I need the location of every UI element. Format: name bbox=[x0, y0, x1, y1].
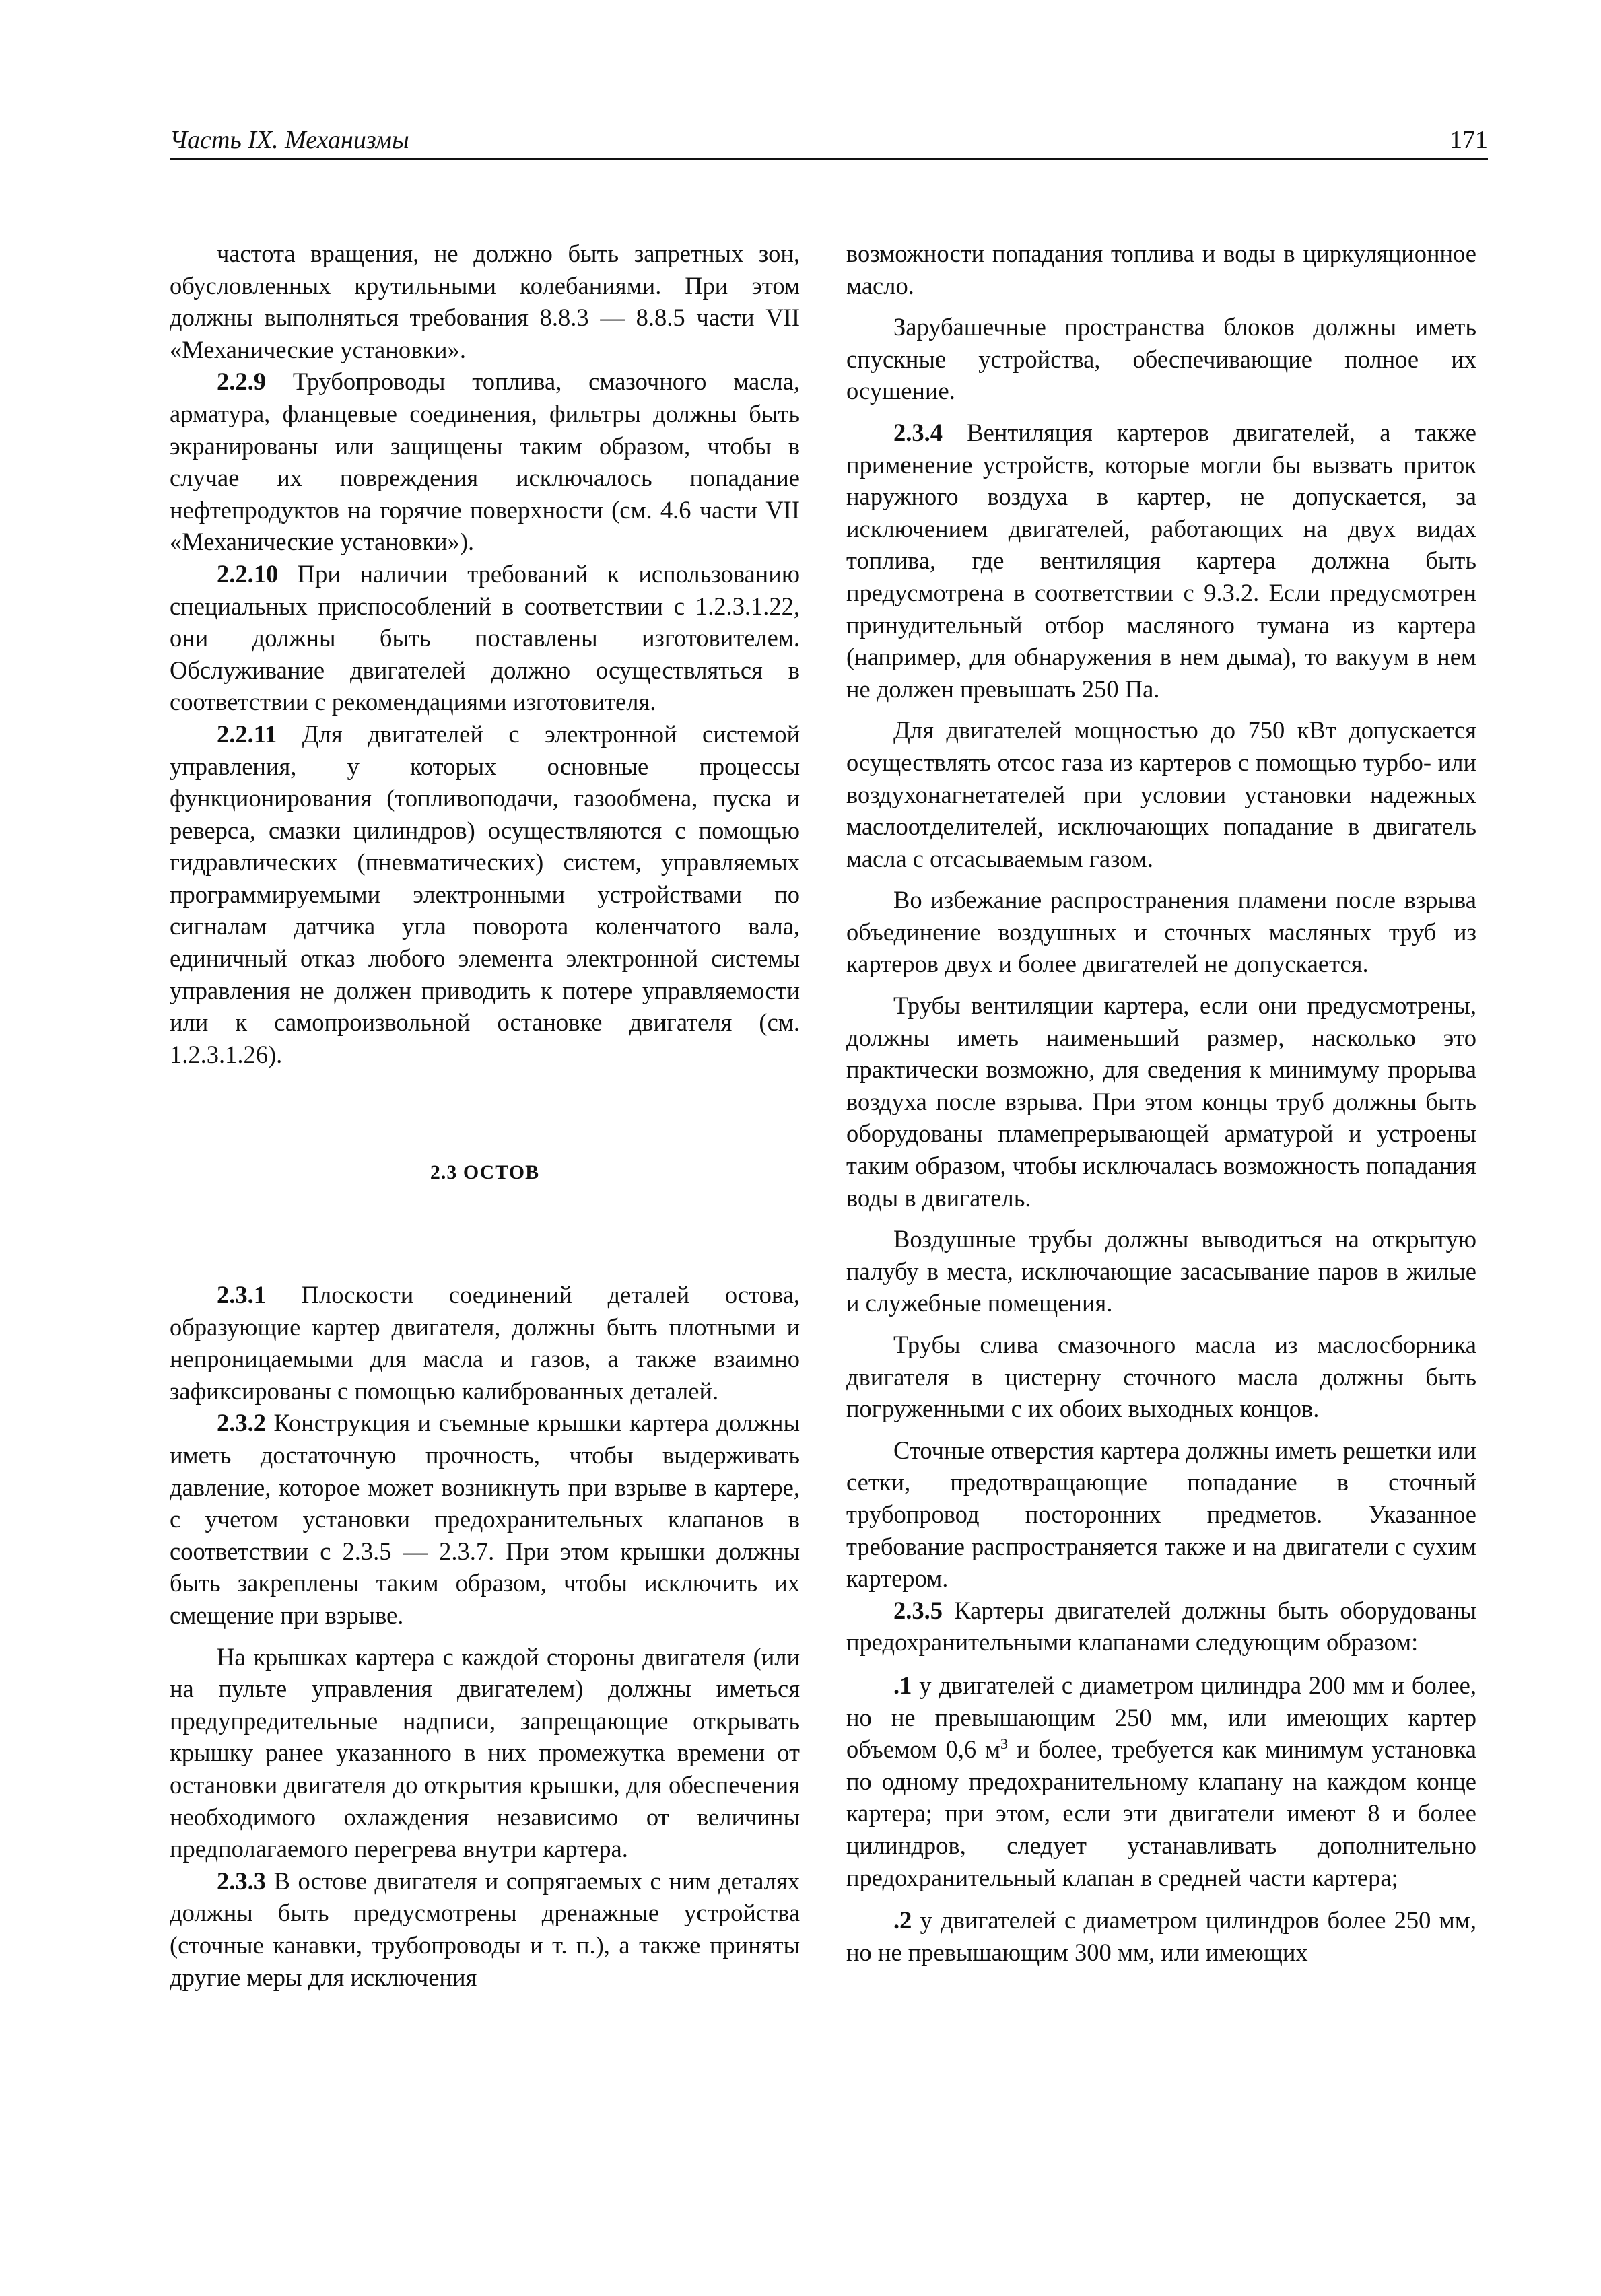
clause-text: Картеры двигателей должны быть оборудованы предохранительными клапанами следующим образом: bbox=[846, 1596, 1476, 1657]
running-header bbox=[170, 120, 1488, 160]
clause-text: Трубопроводы топлива, смазочного масла, арматура, фланцевые соединения, фильтры должны быть экранированы или защищены таким образом, чтобы в случае их повреждения исключалось попадание нефтепродуктов на горячие поверхности (см. 4.6 части VII «Механические установки»). bbox=[170, 368, 800, 556]
paragraph bbox=[846, 989, 1476, 1214]
item-text: и более, требуется как минимум установка по одному предохранительному клапану на каждом конце картера; при этом, если эти двигатели имеют 8 и более цилиндров, следует устанавливать дополнительно предохранительный клапан в средней части картера; bbox=[846, 1735, 1476, 1891]
paragraph bbox=[846, 1223, 1476, 1319]
clause-2-3-5 bbox=[846, 1595, 1476, 1659]
paragraph-text: Во избежание распространения пламени после взрыва объединение воздушных и сточных масляных труб из картеров двух и более двигателей не допускается. bbox=[846, 886, 1476, 978]
clause-number: 2.2.11 bbox=[217, 720, 277, 748]
paragraph bbox=[846, 714, 1476, 874]
item-number: .1 bbox=[893, 1671, 912, 1699]
clause-2-3-1 bbox=[170, 1279, 800, 1407]
left-column bbox=[170, 238, 800, 1993]
clause-2-2-11 bbox=[170, 718, 800, 1071]
paragraph-text: Для двигателей мощностью до 750 кВт допускается осуществлять отсос газа из картеров с помощью турбо- или воздухонагнетателей при условии установки надежных маслоотделителей, исключающих попадание в двигатель масла с отсасываемым газом. bbox=[846, 716, 1476, 872]
paragraph bbox=[846, 238, 1476, 302]
clause-number: 2.3.2 bbox=[217, 1409, 266, 1437]
clause-2-2-9 bbox=[170, 366, 800, 558]
list-item bbox=[846, 1669, 1476, 1893]
running-title: Часть IX. Механизмы bbox=[170, 126, 409, 154]
item-number: .2 bbox=[893, 1906, 912, 1935]
superscript: 3 bbox=[1000, 1735, 1009, 1752]
paragraph-text: возможности попадания топлива и воды в циркуляционное масло. bbox=[846, 240, 1476, 300]
paragraph bbox=[170, 238, 800, 366]
clause-number: 2.2.9 bbox=[217, 368, 266, 396]
paragraph-text: Сточные отверстия картера должны иметь решетки или сетки, предотвращающие попадание в сточный трубопровод посторонних предметов. Указанное требование распространяется также и на двигатели с сухим картером. bbox=[846, 1436, 1476, 1593]
section-heading: 2.3 ОСТОВ bbox=[430, 1161, 540, 1184]
paragraph-text: Трубы слива смазочного масла из маслосборника двигателя в цистерну сточного масла должны быть погруженными с их обоих выходных концов. bbox=[846, 1331, 1476, 1423]
paragraph bbox=[846, 884, 1476, 980]
clause-number: 2.3.5 bbox=[893, 1596, 943, 1624]
paragraph bbox=[170, 1641, 800, 1865]
clause-text: Плоскости соединений деталей остова, образующие картер двигателя, должны быть плотными и непроницаемыми для масла и газов, а также взаимно зафиксированы с помощью калиброванных деталей. bbox=[170, 1281, 800, 1405]
clause-2-3-2 bbox=[170, 1407, 800, 1631]
right-column bbox=[846, 238, 1476, 1968]
paragraph-text: Зарубашечные пространства блоков должны иметь спускные устройства, обеспечивающие полное их осушение. bbox=[846, 313, 1476, 405]
list-item bbox=[846, 1904, 1476, 1968]
item-text: у двигателей с диаметром цилиндров более 250 мм, но не превышающим 300 мм, или имеющих bbox=[846, 1906, 1476, 1966]
clause-2-2-10 bbox=[170, 558, 800, 718]
clause-text: В остове двигателя и сопрягаемых с ним деталях должны быть предусмотрены дренажные устройства (сточные канавки, трубопроводы и т. п.), а также приняты другие меры для исключения bbox=[170, 1867, 800, 1991]
clause-text: Вентиляция картеров двигателей, а также применение устройств, которые могли бы вызвать приток наружного воздуха в картер, не допускается, за исключением двигателей, работающих на двух видах топлива, где вентиляция картера должна быть предусмотрена в соответствии с 9.3.2. Если предусмотрен принудительный отбор масляного тумана из картера (например, для обнаружения в нем дыма), то вакуум в нем не должен превышать 250 Па. bbox=[846, 418, 1476, 703]
item-text: у двигателей с диаметром цилиндра 200 мм и более, но не превышающим 250 мм, или имеющих картер объемом 0,6 м bbox=[846, 1671, 1476, 1764]
clause-2-3-4 bbox=[846, 417, 1476, 705]
clause-text: Для двигателей с электронной системой управления, у которых основные процессы функционирования (топливоподачи, газообмена, пуска и реверса, смазки цилиндров) осуществляются с помощью гидравлических (пневматических) систем, управляемых программируемыми электронными устройствами по сигналам датчика угла поворота коленчатого вала, единичный отказ любого элемента электронной системы управления не должен приводить к потере управляемости или к самопроизвольной остановке двигателя (см. 1.2.3.1.26). bbox=[170, 720, 800, 1068]
clause-number: 2.3.4 bbox=[893, 418, 943, 446]
header-rule bbox=[170, 158, 1488, 160]
clause-text: Конструкция и съемные крышки картера должны иметь достаточную прочность, чтобы выдерживать давление, которое может возникнуть при взрыве в картере, с учетом установки предохранительных клапанов в соответствии с 2.3.5 — 2.3.7. При этом крышки должны быть закреплены таким образом, чтобы исключить их смещение при взрыве. bbox=[170, 1409, 800, 1629]
paragraph-text: На крышках картера с каждой стороны двигателя (или на пульте управления двигателем) должны иметься предупредительные надписи, запрещающие открывать крышку ранее указанного в них промежутка времени от остановки двигателя до открытия крышки, для обеспечения необходимого охлаждения независимо от величины предполагаемого перегрева внутри картера. bbox=[170, 1642, 800, 1863]
page-number: 171 bbox=[1450, 126, 1488, 154]
paragraph-text: частота вращения, не должно быть запретных зон, обусловленных крутильными колебаниями. При этом должны выполняться требования 8.8.3 — 8.8.5 части VII «Механические установки». bbox=[170, 240, 800, 363]
clause-number: 2.3.3 bbox=[217, 1867, 266, 1895]
clause-number: 2.2.10 bbox=[217, 559, 279, 588]
paragraph-text: Трубы вентиляции картера, если они предусмотрены, должны иметь наименьший размер, насколько это практически возможно, для сведения к минимуму прорыва воздуха после взрыва. При этом концы труб должны быть оборудованы пламепрерывающей арматурой и устроены таким образом, чтобы исключалась возможность попадания воды в двигатель. bbox=[846, 992, 1476, 1212]
paragraph bbox=[846, 1434, 1476, 1595]
clause-number: 2.3.1 bbox=[217, 1281, 266, 1309]
clause-text: При наличии требований к использованию специальных приспособлений в соответствии с 1.2.3.1.22, они должны быть поставлены изготовителем. Обслуживание двигателей должно осуществляться в соответствии с рекомендациями изготовителя. bbox=[170, 559, 800, 716]
paragraph-text: Воздушные трубы должны выводиться на открытую палубу в места, исключающие засасывание паров в жилые и служебные помещения. bbox=[846, 1225, 1476, 1317]
paragraph bbox=[846, 1329, 1476, 1425]
paragraph bbox=[846, 311, 1476, 407]
clause-2-3-3 bbox=[170, 1865, 800, 1993]
